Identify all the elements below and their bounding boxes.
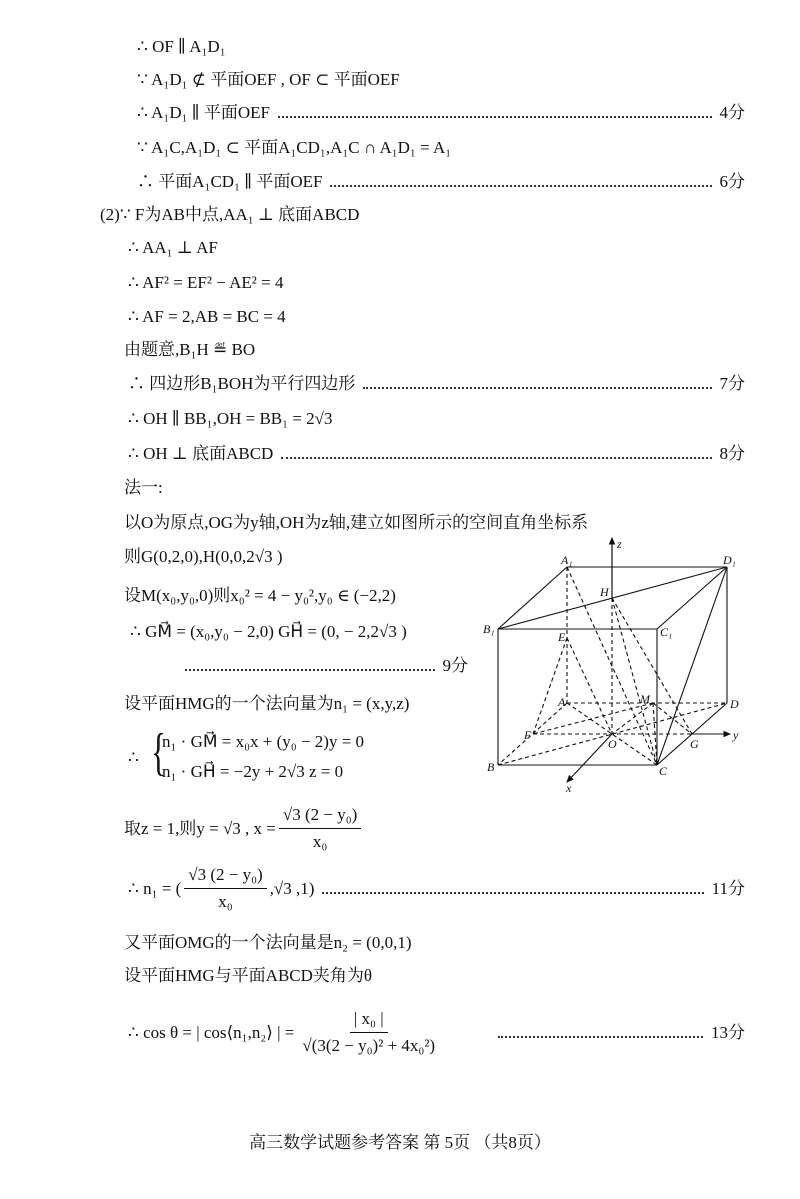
label-H: H xyxy=(600,585,609,599)
proof-line: ∴ AF = 2,AB = BC = 4 xyxy=(128,307,286,326)
proof-text: ∴ OH ⊥ 底面ABCD xyxy=(128,444,274,463)
therefore-symbol: ∴ xyxy=(128,748,139,767)
proof-line: ∵ A₁C,A₁D₁ ⊂ 平面A₁CD₁,A₁C ∩ A₁D₁ = A₁ xyxy=(137,138,452,157)
proof-line: ∴ AA₁ ⊥ AF xyxy=(128,238,218,257)
numerator: √3 (2 − y₀) xyxy=(184,864,266,889)
score: 8分 xyxy=(719,444,745,463)
label-E: E xyxy=(558,630,566,644)
proof-line: ∴ OH ∥ BB₁,OH = BB₁ = 2√3 xyxy=(128,409,333,428)
proof-text: ∴ 四边形B₁BOH为平行四边形 xyxy=(128,374,356,393)
score: 9分 xyxy=(442,656,468,675)
label-B1: B₁ xyxy=(483,622,495,636)
proof-line: ∵ A₁D₁ ⊄ 平面OEF , OF ⊂ 平面OEF xyxy=(137,70,400,89)
proof-text: ∴ cos θ = | cos⟨n₁,n₂⟩ | = xyxy=(128,1022,295,1042)
label-D: D xyxy=(730,697,739,711)
score: 4分 xyxy=(719,103,745,122)
label-A1: A₁ xyxy=(561,553,573,567)
label-z: z xyxy=(617,537,622,551)
x-axis xyxy=(567,734,612,782)
proof-text: 取z = 1,则y = √3 , x = xyxy=(124,818,276,838)
label-O: O xyxy=(608,737,617,751)
label-C: C xyxy=(659,764,668,778)
equation-line: n₁ · GH⃗ = −2y + 2√3 z = 0 xyxy=(162,762,344,781)
proof-line: 由题意,B₁H ≝ BO xyxy=(124,340,256,359)
proof-text: ∴ 平面A₁CD₁ ∥ 平面OEF xyxy=(137,172,323,191)
brace: { xyxy=(150,724,166,781)
label-F: F xyxy=(524,728,532,742)
label-A: A xyxy=(558,695,566,709)
equation-line: n₁ · GM⃗ = x₀x + (y₀ − 2)y = 0 xyxy=(162,732,365,751)
denominator: √(3(2 − y₀)² + 4x₀²) xyxy=(302,1036,436,1055)
score: 7分 xyxy=(719,374,745,393)
proof-text: ∴ A₁D₁ ∥ 平面OEF xyxy=(137,103,271,122)
proof-text: ∴ n₁ = ( xyxy=(128,878,182,898)
proof-line: 则G(0,2,0),H(0,0,2√3 ) xyxy=(124,547,283,566)
numerator: | x₀ | xyxy=(350,1008,388,1033)
proof-line: ∴ AF² = EF² − AE² = 4 xyxy=(128,273,284,292)
numerator: √3 (2 − y₀) xyxy=(279,804,361,829)
proof-line: 以O为原点,OG为y轴,OH为z轴,建立如图所示的空间直角坐标系 xyxy=(124,513,589,532)
method-heading: 法一: xyxy=(124,478,163,497)
denominator: x₀ xyxy=(218,892,233,911)
proof-line: 设M(x₀,y₀,0)则x₀² = 4 − y₀²,y₀ ∈ (−2,2) xyxy=(124,586,396,605)
label-x: x xyxy=(566,781,572,795)
score: 6分 xyxy=(719,172,745,191)
label-C1: C₁ xyxy=(660,625,673,639)
proof-line: 设平面HMG的一个法向量为n₁ = (x,y,z) xyxy=(124,694,410,713)
label-y: y xyxy=(733,728,739,742)
label-M: M xyxy=(640,692,650,706)
score: 11分 xyxy=(711,878,745,898)
proof-line: (2)∵ F为AB中点,AA₁ ⊥ 底面ABCD xyxy=(100,205,360,224)
label-G: G xyxy=(690,737,699,751)
proof-line: ∴ GM⃗ = (x₀,y₀ − 2,0) GH⃗ = (0, − 2,2√3 ) xyxy=(130,622,407,641)
label-D1: D₁ xyxy=(723,553,736,567)
proof-text: ,√3 ,1) xyxy=(269,878,315,898)
score: 13分 xyxy=(711,1022,745,1042)
proof-line: 又平面OMG的一个法向量是n₂ = (0,0,1) xyxy=(124,933,412,952)
proof-line: 设平面HMG与平面ABCD夹角为θ xyxy=(124,966,373,985)
label-B: B xyxy=(487,760,495,774)
proof-line: ∴ OF ∥ A₁D₁ xyxy=(137,37,226,56)
page-footer: 高三数学试题参考答案 第 5页 （共8页） xyxy=(249,1133,551,1152)
denominator: x₀ xyxy=(312,832,328,851)
